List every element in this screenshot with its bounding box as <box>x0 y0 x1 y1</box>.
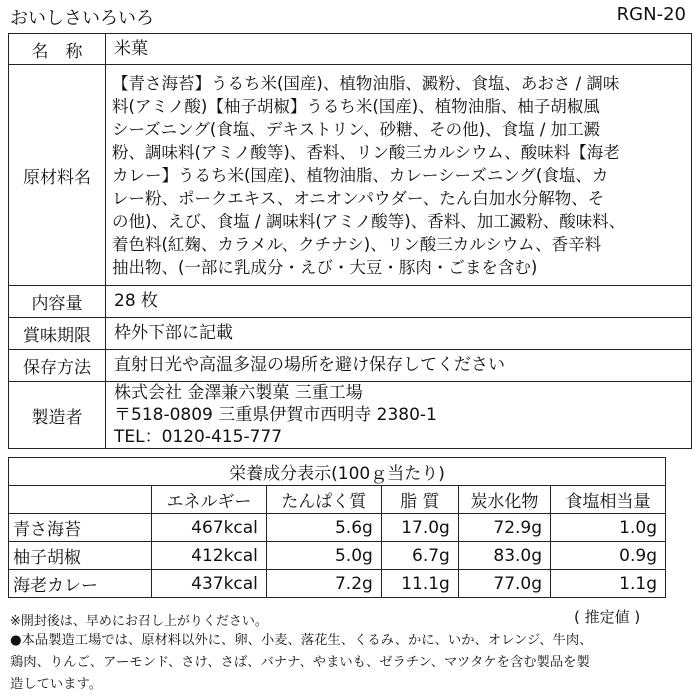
spec-table <box>8 33 692 449</box>
name-value: 米菓 <box>106 34 692 65</box>
ingredients-line: シーズニング(食塩、デキストリン、砂糖、その他)、食塩 / 加工澱 <box>112 119 601 139</box>
allergen-line: 造しています。 <box>10 677 103 692</box>
product-code: RGN-20 <box>616 4 686 25</box>
ingredients-line: 抽出物、(一部に乳成分・えび・大豆・豚肉・ごまを含む) <box>112 257 538 277</box>
ingredients-line: 粉、調味料(アミノ酸等)、香料、リン酸三カルシウム、酸味料【海老 <box>112 142 620 162</box>
ingredients-line: の他)、えび、食塩 / 調味料(アミノ酸等)、香料、加工澱粉、酸味料、 <box>112 211 626 231</box>
allergen-note <box>10 630 692 696</box>
carbs-value: 83.0g <box>458 542 550 570</box>
ingredients-line: レー粉、ポークエキス、オニオンパウダー、たん白加水分解物、そ <box>112 188 605 208</box>
header-fat: 脂 質 <box>381 486 458 514</box>
fat-value: 11.1g <box>381 570 458 598</box>
allergen-line: 鶏肉、りんご、アーモンド、さけ、さば、バナナ、やまいも、ゼラチン、マツタケを含む製品を製 <box>10 655 590 670</box>
ingredients-line: 【青さ海苔】うるち米(国産)、植物油脂、澱粉、食塩、あおさ / 調味 <box>112 73 620 93</box>
contents-label: 内容量 <box>9 286 106 318</box>
salt-value: 1.0g <box>551 514 666 542</box>
spec-row-maker <box>9 382 692 449</box>
after-open-note: ※開封後は、早めにお召し上がりください。 <box>10 614 268 629</box>
header-protein: たんぱく質 <box>266 486 381 514</box>
contents-value: 28 枚 <box>106 286 692 318</box>
flavor-name: 海老カレー <box>9 570 152 598</box>
spec-row-expiry <box>9 318 692 350</box>
name-label-text: 名 称 <box>31 41 83 62</box>
allergen-line: ●本品製造工場では、原材料以外に、卵、小麦、落花生、くるみ、かに、いか、オレンジ、牛肉、 <box>10 633 593 648</box>
ingredients-line: 着色料(紅麹、カラメル、クチナシ)、リン酸三カルシウム、香辛料 <box>112 234 602 254</box>
maker-company: 株式会社 金澤兼六製菓 三重工場 <box>114 383 363 403</box>
maker-phone: TEL：0120-415-777 <box>114 427 283 447</box>
header-carbs: 炭水化物 <box>458 486 550 514</box>
spec-row-contents <box>9 286 692 318</box>
protein-value: 7.2g <box>266 570 381 598</box>
table-row <box>9 514 666 542</box>
energy-value: 412kcal <box>152 542 267 570</box>
expiry-label: 賞味期限 <box>9 318 106 350</box>
maker-value <box>106 382 692 449</box>
salt-value: 1.1g <box>551 570 666 598</box>
carbs-value: 77.0g <box>458 570 550 598</box>
spec-row-storage <box>9 350 692 382</box>
storage-value: 直射日光や高温多湿の場所を避け保存してください <box>106 350 692 382</box>
protein-value: 5.0g <box>266 542 381 570</box>
ingredients-line: カレー】うるち米(国産)、植物油脂、カレーシーズニング(食塩、カ <box>112 165 609 185</box>
estimate-note: ( 推定値 ) <box>574 608 641 626</box>
spec-row-name <box>9 34 692 65</box>
maker-label: 製造者 <box>9 382 106 449</box>
header-salt: 食塩相当量 <box>551 486 666 514</box>
fat-value: 17.0g <box>381 514 458 542</box>
flavor-name: 青さ海苔 <box>9 514 152 542</box>
fat-value: 6.7g <box>381 542 458 570</box>
name-label <box>9 34 106 65</box>
header-energy: エネルギー <box>152 486 267 514</box>
ingredients-label: 原材料名 <box>9 65 106 286</box>
product-name: おいしさいろいろ <box>10 8 154 29</box>
energy-value: 437kcal <box>152 570 267 598</box>
table-row <box>9 542 666 570</box>
maker-address: 〒518-0809 三重県伊賀市西明寺 2380-1 <box>114 405 437 425</box>
ingredients-line: 料(アミノ酸)【柚子胡椒】うるち米(国産)、植物油脂、柚子胡椒風 <box>112 96 600 116</box>
nutrition-header-blank <box>9 486 152 514</box>
nutrition-title-row <box>9 458 666 486</box>
storage-label: 保存方法 <box>9 350 106 382</box>
expiry-value: 枠外下部に記載 <box>106 318 692 350</box>
nutrition-header-row <box>9 486 666 514</box>
nutrition-table <box>8 457 666 598</box>
salt-value: 0.9g <box>551 542 666 570</box>
energy-value: 467kcal <box>152 514 267 542</box>
flavor-name: 柚子胡椒 <box>9 542 152 570</box>
nutrition-title: 栄養成分表示(100ｇ当たり) <box>9 458 666 486</box>
table-row <box>9 570 666 598</box>
protein-value: 5.6g <box>266 514 381 542</box>
ingredients-value <box>106 65 692 286</box>
carbs-value: 72.9g <box>458 514 550 542</box>
spec-row-ingredients <box>9 65 692 286</box>
